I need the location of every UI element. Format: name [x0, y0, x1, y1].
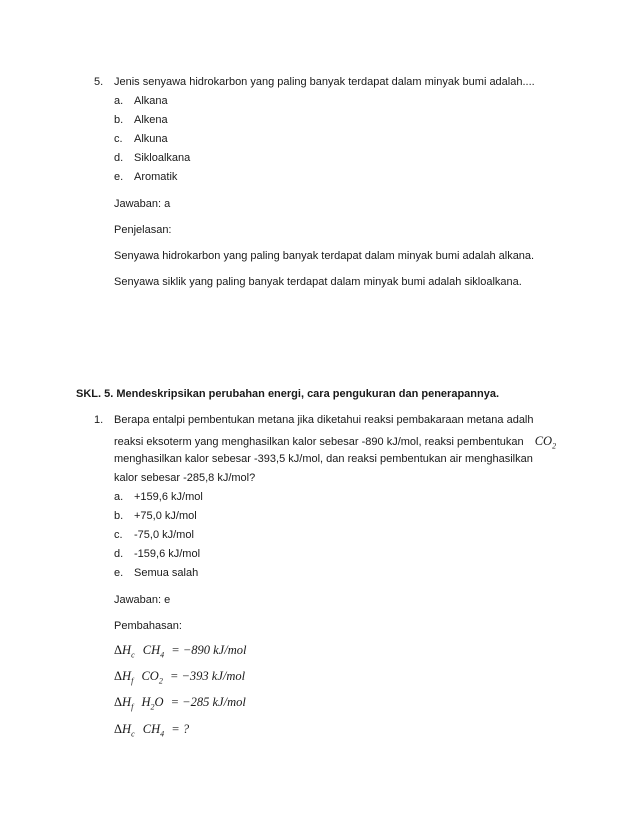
option-text: Semua salah — [134, 567, 199, 579]
equation-3: $\Delta H_f$ $H_2O = -285$ kJ/mol — [114, 695, 246, 712]
option-letter: b. — [114, 114, 124, 126]
equation-4: $\Delta H_c$ $CH_4$ = ? — [114, 722, 190, 739]
question-1-answer: Jawaban: e — [114, 594, 171, 606]
co2-formula: $CO_2$ — [534, 434, 557, 451]
option-letter: d. — [114, 152, 124, 164]
question-1-line-1: Berapa entalpi pembentukan metana jika diketahui reaksi pembakaraan metana adalh — [114, 414, 534, 426]
skl-heading: SKL. 5. Mendeskripsikan perubahan energi, cara pengukuran dan penerapannya. — [76, 388, 500, 400]
question-1-number: 1. — [94, 414, 104, 426]
option-letter: c. — [114, 529, 123, 541]
question-5-number: 5. — [94, 76, 104, 88]
option-letter: a. — [114, 95, 124, 107]
option-letter: c. — [114, 133, 123, 145]
option-letter: b. — [114, 510, 124, 522]
question-5-explanation-2: Senyawa siklik yang paling banyak terdapat dalam minyak bumi adalah sikloalkana. — [114, 276, 522, 288]
option-letter: e. — [114, 171, 124, 183]
question-1-line-3: menghasilkan kalor sebesar -393,5 kJ/mol, dan reaksi pembentukan air menghasilkan — [114, 453, 533, 465]
question-5-answer: Jawaban: a — [114, 198, 171, 210]
option-text: Alkana — [134, 95, 168, 107]
option-letter: a. — [114, 491, 124, 503]
option-text: -159,6 kJ/mol — [134, 548, 201, 560]
option-text: Alkuna — [134, 133, 168, 145]
question-1-line-4: kalor sebesar -285,8 kJ/mol? — [114, 472, 256, 484]
option-text: Aromatik — [134, 171, 178, 183]
option-letter: d. — [114, 548, 124, 560]
option-text: +75,0 kJ/mol — [134, 510, 197, 522]
question-1-line-2 — [114, 434, 556, 451]
equation-1: $\Delta H_c$ $CH_4 = -890$ kJ/mol — [114, 643, 247, 660]
option-letter: e. — [114, 567, 124, 579]
option-text: Sikloalkana — [134, 152, 191, 164]
question-5-explanation-label: Penjelasan: — [114, 224, 172, 236]
option-text: -75,0 kJ/mol — [134, 529, 194, 541]
option-text: Alkena — [134, 114, 168, 126]
question-5-text: Jenis senyawa hidrokarbon yang paling banyak terdapat dalam minyak bumi adalah.... — [114, 76, 535, 88]
question-1-line-2-text: reaksi eksoterm yang menghasilkan kalor sebesar -890 kJ/mol, reaksi pembentukan — [114, 436, 524, 448]
option-text: +159,6 kJ/mol — [134, 491, 203, 503]
equation-2: $\Delta H_f$ $CO_2 = -393$ kJ/mol — [114, 669, 246, 686]
question-1-discussion-label: Pembahasan: — [114, 620, 182, 632]
question-5-explanation-1: Senyawa hidrokarbon yang paling banyak terdapat dalam minyak bumi adalah alkana. — [114, 250, 535, 262]
